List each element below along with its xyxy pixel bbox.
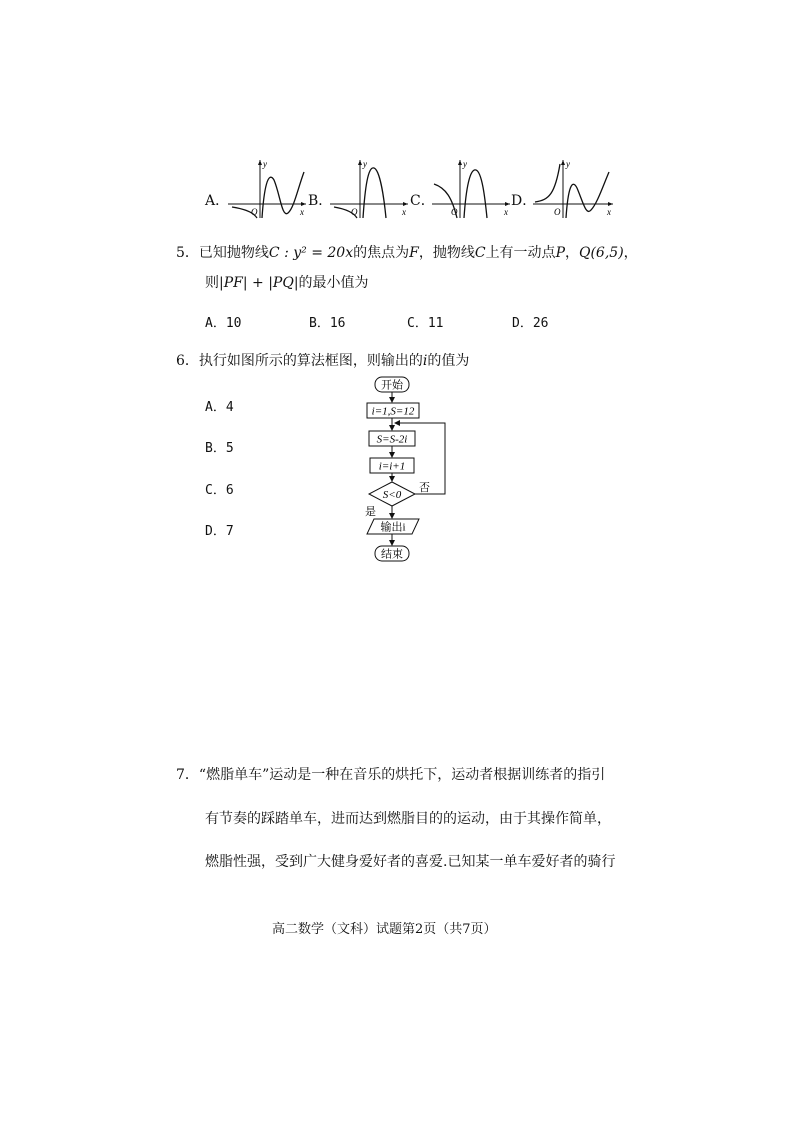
q5-math-parabola: C : y² = 20x <box>268 245 354 261</box>
q6-choice-c: C．6 <box>205 483 234 498</box>
q4-option-c-label: C． <box>410 193 435 209</box>
q5-math-c: C <box>474 245 486 261</box>
q5-text-4: 上有一动点 <box>485 245 556 261</box>
q6-text-1: 执行如图所示的算法框图，则输出的 <box>198 353 423 369</box>
q5-text-1: 已知抛物线 <box>198 245 269 261</box>
q5-line2-a: 则 <box>205 275 219 291</box>
flow-init-text: i=1,S=12 <box>371 405 415 418</box>
q4-option-a-label: A． <box>205 193 230 209</box>
q6-stem <box>176 352 469 370</box>
q7-line3: 燃脂性强，受到广大健身爱好者的喜爱.已知某一单车爱好者的骑行 <box>205 854 616 870</box>
flow-step2-text: i=i+1 <box>378 460 406 473</box>
q6-choice-a: A．4 <box>205 400 234 415</box>
q4-d-x-label: x <box>607 207 611 217</box>
q4-a-origin: O <box>251 207 258 217</box>
q5-text-6: ， <box>623 245 638 261</box>
q4-c-y-label: y <box>463 159 467 169</box>
q7-line1-text: “燃脂单车”运动是一种在音乐的烘托下，运动者根据训练者的指引 <box>198 767 606 783</box>
q5-math-f: F <box>409 245 419 261</box>
q5-choice-a: A．10 <box>205 316 242 331</box>
q4-a-y-label: y <box>263 159 267 169</box>
q4-d-y-label: y <box>566 159 570 169</box>
q5-line2-b: 的最小值为 <box>298 275 369 291</box>
flow-yes-label: 是 <box>365 506 376 518</box>
q5-number: 5． <box>176 245 199 261</box>
q4-option-d-label: D． <box>511 193 537 209</box>
q4-b-x-label: x <box>402 207 406 217</box>
flow-end-text: 结束 <box>381 548 403 561</box>
q5-math-p: P <box>555 245 565 261</box>
q5-math-sum: |PF| + |PQ| <box>219 275 299 291</box>
q4-option-d-graph <box>531 158 615 220</box>
q4-option-a-graph <box>226 158 308 220</box>
flow-no-label: 否 <box>419 482 430 494</box>
q7-line2: 有节奏的踩踏单车，进而达到燃脂目的的运动，由于其操作简单， <box>205 811 611 827</box>
flow-output-text: 输出i <box>380 521 406 534</box>
q4-c-origin: O <box>451 207 458 217</box>
flow-cond-text: S<0 <box>382 489 402 501</box>
q5-text-5: ， <box>564 245 579 261</box>
q4-option-b-label: B． <box>308 193 333 209</box>
q4-b-y-label: y <box>363 159 367 169</box>
q4-option-c-graph <box>430 158 512 220</box>
q5-stem-line1 <box>176 244 638 262</box>
q5-choice-c: C．11 <box>407 316 444 331</box>
q4-d-origin: O <box>554 207 561 217</box>
q6-math-i: i <box>422 353 428 369</box>
q6-number: 6． <box>176 353 199 369</box>
q5-text-2: 的焦点为 <box>353 245 410 261</box>
q6-text-2: 的值为 <box>427 353 470 369</box>
q4-b-origin: O <box>351 207 358 217</box>
flow-start-text: 开始 <box>381 379 403 392</box>
q7-number: 7． <box>176 767 199 783</box>
q5-choice-d: D．26 <box>512 316 549 331</box>
q5-math-q: Q(6,5) <box>578 245 624 261</box>
page-footer: 高二数学（文科）试题第2页（共7页） <box>272 922 497 937</box>
q4-a-x-label: x <box>300 207 304 217</box>
q7-line1 <box>176 766 605 784</box>
q6-flowchart <box>355 372 465 568</box>
q4-option-b-graph <box>328 158 410 220</box>
q5-stem-line2 <box>205 274 369 292</box>
flow-step1-text: S=S-2i <box>376 433 408 446</box>
q6-choice-d: D．7 <box>205 524 234 539</box>
q6-choice-b: B．5 <box>205 441 234 456</box>
q5-text-3: ，抛物线 <box>418 245 475 261</box>
q5-choice-b: B．16 <box>309 316 346 331</box>
q4-c-x-label: x <box>504 207 508 217</box>
